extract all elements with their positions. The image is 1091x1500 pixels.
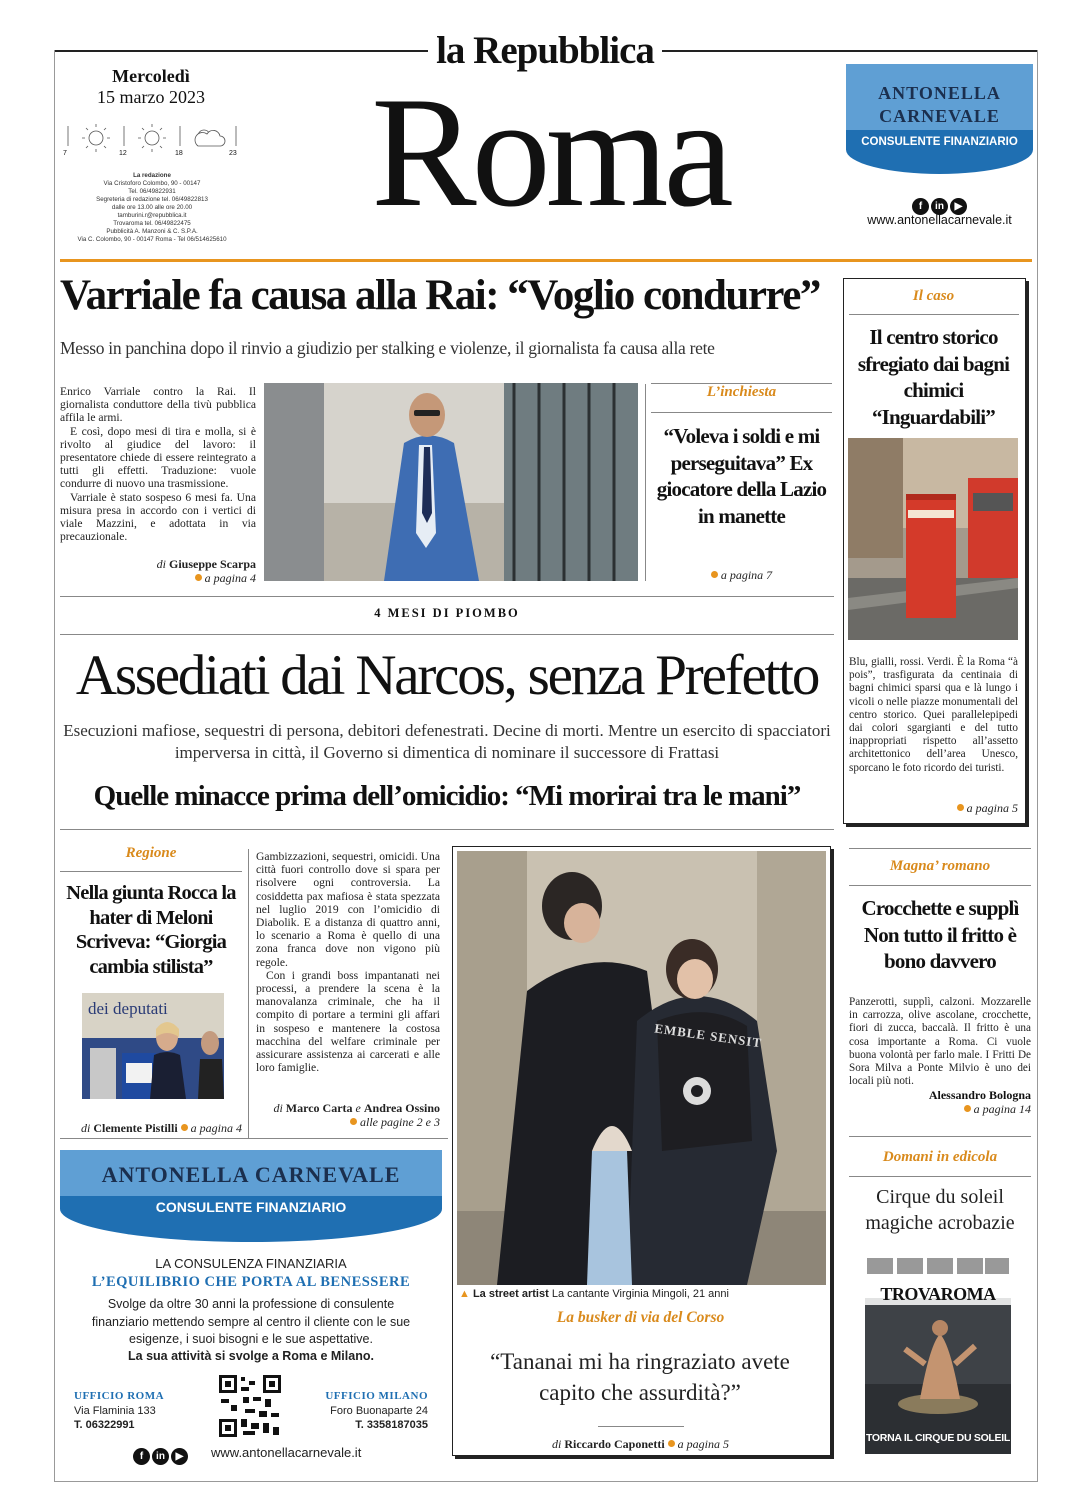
date: 15 marzo 2023 bbox=[97, 87, 205, 107]
regione-byline: di Clemente Pistilli a pagina 4 bbox=[81, 1121, 242, 1135]
main-subhead: Esecuzioni mafiose, sequestri di persona, debitori defenestrati. Decine di morti. Mentre un esercito di spacciatori imperversa in città, il Governo si dimentica di nominare il successore di Frattasi bbox=[63, 721, 831, 762]
domani-kicker: Domani in edicola bbox=[882, 1149, 998, 1165]
main-bottom-rule bbox=[60, 829, 834, 830]
busker-photo bbox=[457, 851, 826, 1285]
office-milano-phone[interactable]: T. 3358187035 bbox=[355, 1419, 428, 1431]
trovaroma-footer: TORNA IL CIRQUE DU SOLEIL bbox=[866, 1432, 1010, 1444]
trovaroma-title: TROVAROMA bbox=[865, 1284, 1011, 1305]
weekday: Mercoledì bbox=[112, 66, 190, 86]
bullet-dot bbox=[195, 574, 202, 581]
busker-page-ref[interactable]: a pagina 5 bbox=[677, 1437, 729, 1451]
chemical-toilets-photo bbox=[848, 438, 1018, 640]
regione-kicker: Regione bbox=[125, 845, 177, 861]
qr-code-icon[interactable] bbox=[219, 1375, 281, 1437]
caption-triangle-icon: ▲ bbox=[459, 1288, 470, 1300]
varriale-photo bbox=[264, 383, 638, 581]
regione-divider bbox=[248, 849, 249, 1139]
top-ad-url[interactable]: www.antonellacarnevale.it bbox=[867, 213, 1012, 227]
inchiesta-headline[interactable]: “Voleva i soldi e mi perseguitava” Ex giocatore della Lazio in manette bbox=[656, 424, 827, 528]
bottom-ad-social bbox=[132, 1444, 189, 1465]
lead-byline: di Giuseppe Scarpa bbox=[156, 557, 256, 571]
masthead-rule-left bbox=[54, 50, 428, 52]
domani-kicker-rule bbox=[849, 1176, 1031, 1177]
facebook-icon[interactable]: f bbox=[912, 198, 929, 215]
domani-headline[interactable]: Cirque du soleil magiche acrobazie bbox=[865, 1186, 1015, 1234]
page-border-right bbox=[1037, 50, 1038, 1482]
busker-quote[interactable]: “Tananai mi ha ringraziato avete capito che assurdità?” bbox=[490, 1349, 790, 1405]
office-roma-title: UFFICIO ROMA bbox=[74, 1390, 165, 1402]
redazione-info: La redazione Via Cristoforo Colombo, 90 - 00147 Tel. 06/49822931 Segreteria di redazione tel. 06/49822813 dalle ore 13.00 alle ore 20.00 tamburini.r@repubblica.it Trovaroma tel. 06/49822475 Pubblicità A. Manzoni & C. S.P.A. Via C. Colombo, 90 - 00147 Roma - Tel 06/514625610 bbox=[77, 172, 227, 243]
regione-bottom-rule bbox=[60, 1138, 448, 1139]
busker-kicker: La busker di via del Corso bbox=[556, 1309, 725, 1326]
busker-author[interactable]: Riccardo Caponetti bbox=[564, 1437, 665, 1451]
main-overline-rule bbox=[60, 634, 834, 635]
lead-body: Enrico Varriale contro la Rai. Il giornalista conduttore della tivù pubblica affila le armi. E così, dopo mesi di tira e molla, si è rivolto al giudice del lavoro: il presentatore chiede di essere reintegrato a tutti gli effetti. Traduzione: vuole condurre di nuovo una trasmissione. Varriale è stato sospeso 6 mesi fa. Una misura presa in accordo con i vertici di viale Mazzini, e adottata in via precauzionale. bbox=[60, 385, 256, 544]
bottom-ad-line-2: L’EQUILIBRIO CHE PORTA AL BENESSERE bbox=[91, 1274, 411, 1290]
youtube-icon[interactable]: ▶ bbox=[171, 1448, 188, 1465]
bullet-dot bbox=[711, 571, 718, 578]
office-milano-title: UFFICIO MILANO bbox=[325, 1390, 428, 1402]
masthead-rule-right bbox=[662, 50, 1038, 52]
weather-hour-4: 23 bbox=[229, 150, 237, 157]
page-border-bottom bbox=[54, 1481, 1038, 1482]
facebook-icon[interactable]: f bbox=[133, 1448, 150, 1465]
regione-photo-text: dei deputati bbox=[88, 999, 168, 1018]
caso-body: Blu, gialli, rossi. Verdi. È la Roma “à pois”, trasfigurata da centinaia di bagni chimici sparsi qua e là lungo i vicoli o nelle piazze monumentali del centro storico. Quei parallelepipedi dai colori sgargianti e del tutto inappropriati rispetto all’assetto architettonico dell’area Unesco, sporcano le foto ricordo dei turisti. bbox=[849, 656, 1018, 774]
weather-hour-1: 7 bbox=[63, 150, 67, 157]
bottom-ad-line-1: LA CONSULENZA FINANZIARIA bbox=[155, 1256, 347, 1271]
page-border-left bbox=[54, 50, 55, 1482]
main-overline: 4 MESI DI PIOMBO bbox=[374, 606, 520, 620]
bottom-ad-line-3: Svolge da oltre 30 anni la professione di consulente finanziario mettendo sempre al centro il cliente con le sue esigenze, i suoi bisogni e le sue aspettative. bbox=[91, 1297, 411, 1346]
magna-headline[interactable]: Crocchette e supplì Non tutto il fritto è bono davvero bbox=[861, 896, 1019, 973]
edition-title: Roma bbox=[371, 65, 729, 240]
magna-top-rule bbox=[849, 848, 1031, 849]
magna-author[interactable]: Alessandro Bologna bbox=[928, 1088, 1031, 1102]
bottom-ad-line-4: La sua attività si svolge a Roma e Milano. bbox=[128, 1349, 374, 1363]
weather-strip bbox=[62, 122, 242, 162]
busker-rule bbox=[598, 1426, 684, 1427]
main-top-rule bbox=[60, 596, 834, 597]
main-byline: di Marco Carta e Andrea Ossino bbox=[273, 1101, 440, 1115]
bullet-dot bbox=[181, 1124, 188, 1131]
magna-page-ref[interactable]: a pagina 14 bbox=[849, 1102, 1031, 1117]
bullet-dot bbox=[668, 1440, 675, 1447]
magna-body: Panzerotti, supplì, calzoni. Mozzarelle in carrozza, olive ascolane, crocchette, fiori di zucca, baccalà. Il fritto è una cosa importante a Roma. Ci vuole buona volontà per farlo male. I Fritti De Sora Milva a Ponte Milvio è uno dei locali più noti. bbox=[849, 996, 1031, 1088]
masthead-orange-rule bbox=[60, 259, 1032, 262]
main-author-1[interactable]: Marco Carta bbox=[285, 1101, 353, 1115]
regione-author[interactable]: Clemente Pistilli bbox=[93, 1121, 178, 1135]
bottom-ad-url[interactable]: www.antonellacarnevale.it bbox=[211, 1445, 362, 1460]
lead-page-ref[interactable]: a pagina 4 bbox=[60, 571, 256, 586]
caso-page-ref[interactable]: a pagina 5 bbox=[849, 801, 1018, 816]
youtube-icon[interactable]: ▶ bbox=[950, 198, 967, 215]
main-headline[interactable]: Assediati dai Narcos, senza Prefetto bbox=[75, 644, 819, 707]
linkedin-icon[interactable]: in bbox=[152, 1448, 169, 1465]
office-roma-phone[interactable]: T. 06322991 bbox=[74, 1419, 135, 1431]
paper-logo[interactable]: la Repubblica bbox=[436, 29, 654, 72]
bottom-ad-role: CONSULENTE FINANZIARIO bbox=[155, 1199, 347, 1215]
regione-page-ref[interactable]: a pagina 4 bbox=[190, 1121, 242, 1135]
top-ad-name: ANTONELLA CARNEVALE bbox=[878, 83, 1001, 126]
main-headline-2[interactable]: Quelle minacce prima dell’omicidio: “Mi morirai tra le mani” bbox=[93, 780, 801, 812]
caso-headline[interactable]: Il centro storico sfregiato dai bagni chimici “Inguardabili” bbox=[857, 325, 1010, 429]
office-roma-address: Via Flaminia 133 bbox=[74, 1405, 156, 1417]
lead-headline[interactable]: Varriale fa causa alla Rai: “Voglio condurre” bbox=[60, 272, 820, 319]
linkedin-icon[interactable]: in bbox=[931, 198, 948, 215]
magna-kicker-rule bbox=[849, 885, 1031, 886]
top-ad-social bbox=[846, 194, 1033, 215]
main-page-ref[interactable]: alle pagine 2 e 3 bbox=[256, 1115, 440, 1130]
caso-kicker-rule bbox=[849, 314, 1019, 315]
main-body: Gambizzazioni, sequestri, omicidi. Una città fuori controllo dove si spara per risolvere ogni controversia. La cosiddetta pax mafiosa è stata spezzata nel luglio 2019 con l’omicidio di Diabolik. E a distanza di quattro anni, lo scenario a Roma è quello di una zona franca dove non vigono più regole. Con i grandi boss impantanati nei processi, a prendere la scena è la manovalanza criminale, che ha il compito di portare a termini gli affari in sospeso e mantenere la costosa macchina del welfare criminale per assicurare assistenza ai carcerati e alle loro famiglie. bbox=[256, 850, 440, 1075]
caso-kicker: Il caso bbox=[912, 288, 955, 304]
bottom-ad-name: ANTONELLA CARNEVALE bbox=[101, 1162, 401, 1187]
main-author-2[interactable]: Andrea Ossino bbox=[363, 1101, 440, 1115]
regione-kicker-rule bbox=[60, 871, 242, 872]
weather-hour-3: 18 bbox=[175, 150, 183, 157]
inchiesta-page-ref[interactable]: a pagina 7 bbox=[651, 568, 832, 583]
inchiesta-kicker-rule bbox=[651, 412, 832, 413]
top-ad-role: CONSULENTE FINANZIARIO bbox=[861, 136, 1018, 148]
weather-hour-2: 12 bbox=[119, 150, 127, 157]
bullet-dot bbox=[964, 1105, 971, 1112]
busker-byline: di Riccardo Caponetti a pagina 5 bbox=[551, 1437, 729, 1451]
bullet-dot bbox=[350, 1118, 357, 1125]
regione-headline[interactable]: Nella giunta Rocca la hater di Meloni Scriveva: “Giorgia cambia stilista” bbox=[66, 882, 236, 978]
bullet-dot bbox=[957, 804, 964, 811]
lead-column-divider bbox=[645, 384, 646, 581]
office-milano-address: Foro Buonaparte 24 bbox=[330, 1405, 428, 1417]
busker-caption: ▲ La street artist La cantante Virginia Mingoli, 21 anni bbox=[459, 1288, 729, 1300]
magna-kicker: Magna’ romano bbox=[889, 858, 991, 874]
lead-subhead: Messo in panchina dopo il rinvio a giudizio per stalking e violenze, il giornalista fa causa alla rete bbox=[60, 338, 715, 358]
shirt-text: EMBLE SENSIT bbox=[653, 1020, 764, 1051]
lead-author[interactable]: Giuseppe Scarpa bbox=[168, 557, 256, 571]
magna-bottom-rule bbox=[849, 1136, 1031, 1137]
inchiesta-kicker: L’inchiesta bbox=[706, 384, 777, 400]
